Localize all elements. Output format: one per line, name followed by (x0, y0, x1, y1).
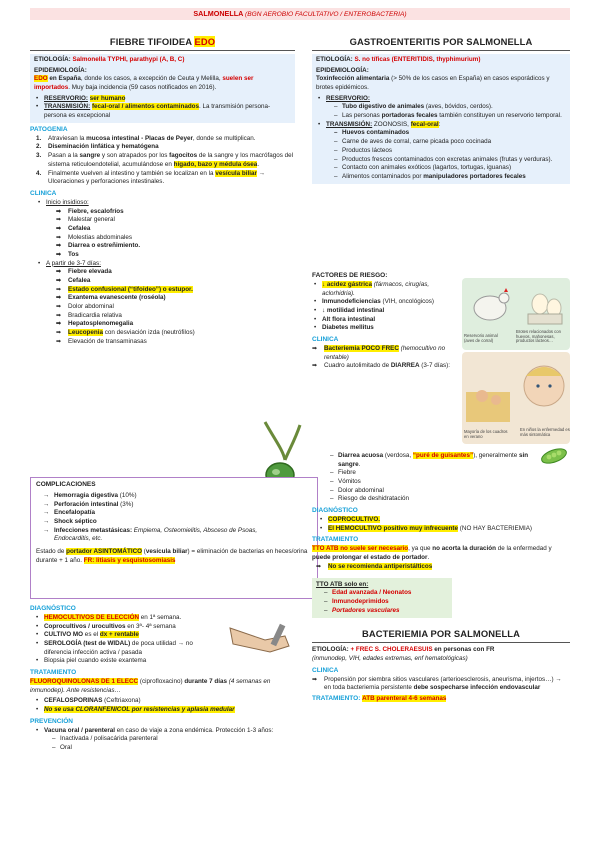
vaccine-type: – Inactivada / polisacárida parenteral (50, 735, 295, 744)
symptom: ➡ Bradicardia relativa (56, 312, 295, 321)
clinic-label: CLINICA (30, 189, 57, 197)
diagnosis-label: DIAGNÓSTICO (30, 605, 76, 612)
diarrhea-note: ➡ Cuadro autolimitado de DIARREA (3-7 días): (312, 362, 452, 371)
pathogenesis-3: 3. Pasan a la sangre y son atrapados por los fagocitos de la sangre y los macrófagos del sistema reticuloendotelial, acumulándose en hígado, bazo y médula ósea. (36, 152, 294, 168)
epidemiology-text: EDO en España, donde los casos, a excepción de Ceuta y Melilla, suelen ser importados. Muy baja incidencia (59 casos notificados en 2016). (34, 75, 254, 92)
symptom: ➡ Hepatosplenomegalia (56, 320, 295, 329)
pathogenesis-1: 1. Atraviesan la mucosa intestinal - Placas de Peyer, donde se multiplican. (36, 134, 256, 142)
symptom: ➡ Molestias abdominales (56, 234, 295, 243)
gastro-treat-label: TRATAMIENTO (312, 536, 359, 544)
risk-factor: • ↓ motilidad intestinal (312, 307, 452, 316)
indication: – Edad avanzada / Neonatos (322, 589, 448, 598)
gastro-diag-item: • El HEMOCULTIVO positivo muy infrecuente (NO HAY BACTERIEMIA) (318, 525, 570, 534)
gastro-etiology: ETIOLOGÍA: S. no tíficas (ENTERITIDIS, thyphimurium) (316, 55, 481, 63)
gastro-info-box (312, 54, 570, 184)
diag-item: • Biopsia piel cuando existe exantema (34, 657, 295, 666)
gastro-diag-item: • COPROCULTIVO. (318, 516, 570, 525)
gastro-treat-text: TTO ATB no suele ser necesario, ya que no acorta la duración de la enfermedad y puede prolongar el estado de portador. (312, 545, 552, 562)
caption: Reservorio animal (aves de corral) (464, 333, 498, 343)
vaccine-type: – Oral (50, 744, 295, 753)
complication: → Perforación intestinal (3%) (42, 501, 312, 510)
treatment-label: TRATAMIENTO (30, 669, 77, 677)
caption: Mayoría de los cuadros en verano (464, 429, 508, 439)
transmission-item: – Huevos contaminados (332, 129, 566, 138)
symptom: ➡ Fiebre elevada (56, 268, 295, 277)
diarrhea-feature: – Riesgo de deshidratación (328, 495, 570, 504)
gastro-header: GASTROENTERITIS POR SALMONELLA (312, 36, 570, 51)
reservoir-item: – Tubo digestivo de animales (aves, bóvidos, cerdos). (332, 103, 566, 112)
risk-and-clinic (312, 272, 452, 371)
bacteremia-note: ➡ Bacteriemia POCO FREC (hemocultivo no rentable) (312, 345, 452, 362)
gastro-reservoir: • RESERVORIO: – Tubo digestivo de animales (aves, bóvidos, cerdos). – Las personas portadoras fecales también constituyen un reservorio temporal. (316, 95, 566, 121)
diarrhea-feature: – Dolor abdominal (328, 487, 570, 496)
prevention-label: PREVENCIÓN (30, 717, 73, 725)
complication: → Infecciones metastásicas: Empiema, Osteomielitis, Absceso de Psoas, Endocarditis, etc. (42, 527, 274, 544)
caption: En niños la enfermedad es más sintomática (520, 427, 570, 437)
symptom: ➡ Cefalea (56, 225, 295, 234)
reservoir-item: – Las personas portadoras fecales también constituyen un reservorio temporal. (332, 112, 566, 121)
treatment-text: FLUOROQUINOLONAS DE 1 ELECC (ciprofloxacino) durante 7 días (4 semanas en inmunodep). Ante resistencias… (30, 678, 271, 694)
complication: → Shock séptico (42, 518, 312, 527)
antibiotic-only-label: TTO ATB solo en: (316, 580, 369, 588)
symptom: ➡ Diarrea o estreñimiento. (56, 242, 295, 251)
treat-item: • No se usa CLORANFENICOL por resistencias y aplasia medular (34, 706, 295, 715)
hand-illustration (225, 618, 295, 668)
gastro-epi-text: Toxinfección alimentaria (> 50% de los casos en España) en casos esporádicos y brotes epidémicos. (316, 75, 550, 92)
risk-factor: • Inmunodeficiencias (VIH, oncológicos) (312, 298, 452, 307)
reservoir-illustration (462, 278, 570, 350)
bacteremia-clinic: ➡ Propensión por siembra sitios vasculares (arterioesclerosis, aneurisma, injertos…) → en toda bacteriemia persistente debe sospecharse infección endovascular (312, 676, 570, 693)
gastro-clinic-label: CLINICA (312, 336, 339, 344)
bacteremia-risk-groups: (inmunodep, VIH, edades extremas, enf hematológicas) (312, 654, 468, 662)
gastro-treat-note: ➡ No se recomienda antiperistálticos (316, 563, 570, 572)
diarrhea-feature: – Diarrea acuosa (verdosa, “puré de guisantes”), generalmente sin sangre. (328, 452, 550, 469)
pathogenesis-2: 2. Diseminación linfática y hematógena (36, 143, 159, 151)
symptom: ➡ Leucopenia con desviación izda (neutrófilos) (56, 329, 295, 338)
clinic-onset: • Inicio insidioso: ➡ Fiebre, escalofríos ➡ Malestar general ➡ Cefalea ➡ Molestias abdominales ➡ Diarrea o estreñimiento. ➡ Tos (36, 199, 295, 260)
symptom: ➡ Dolor abdominal (56, 303, 295, 312)
typhoid-info-box (30, 54, 295, 123)
risk-factors-label: FACTORES DE RIESGO: (312, 272, 388, 279)
bacteremia-treatment: TRATAMIENTO: ATB parenteral 4-6 semanas (312, 694, 447, 702)
reservoir: • RESERVORIO: ser humano (34, 95, 291, 104)
page-title: SALMONELLA (BGN AEROBIO FACULTATIVO / ENTEROBACTERIA) (30, 8, 570, 20)
diarrhea-feature: – Fiebre (328, 469, 570, 478)
symptom: ➡ Tos (56, 251, 295, 260)
indication: – Portadores vasculares (322, 607, 448, 616)
right-column (312, 36, 570, 184)
bacteremia-etiology: ETIOLOGÍA: + FREC S. CHOLERAESUIS en personas con FR (312, 646, 495, 654)
complication: → Hemorragia digestiva (10%) (42, 492, 312, 501)
pathogenesis-4: 4. Finalmente vuelven al intestino y también se localizan en la vesícula biliar → Ulceraciones y perforaciones intestinales. (36, 169, 266, 186)
transmission-item: – Carne de aves de corral, carne picada poco cocinada (332, 138, 566, 147)
indication: – Inmunodeprimidos (322, 598, 448, 607)
caption: Brotes relacionados con huevos, mahonesas, productos lácteos… (516, 329, 561, 344)
transmission: • TRANSMISIÓN: fecal-oral / alimentos contaminados. La transmisión persona-persona es excepcional (34, 103, 291, 120)
symptom: ➡ Exantema evanescente (roséola) (56, 294, 295, 303)
transmission-item: – Alimentos contaminados por manipuladores portadores fecales (332, 173, 566, 182)
symptom: ➡ Cefalea (56, 277, 295, 286)
etiology: ETIOLOGÍA: Salmonella TYPHI, parathypi (A, B, C) (34, 55, 185, 63)
children-illustration (462, 352, 570, 444)
risk-factor: • Diabetes mellitus (312, 324, 452, 333)
clinic-later: • A partir de 3-7 días: ➡ Fiebre elevada ➡ Cefalea ➡ Estado confusional (“tifoideo”) o estupor. ➡ Exantema evanescente (roséola) ➡ Dolor abdominal ➡ Bradicardia relativa ➡ Hepatosplenomegalia ➡ Leucopenia con desviación izda (neutrófilos) ➡ Elevación de transaminasas (36, 260, 295, 347)
epidemiology-label: EPIDEMIOLOGÍA: (34, 66, 87, 74)
symptom: ➡ Fiebre, escalofríos (56, 208, 295, 217)
antibiotic-indications-box (312, 578, 452, 619)
bacteremia-header: BACTERIEMIA POR SALMONELLA (312, 628, 570, 643)
symptom: ➡ Estado confusional (“tifoideo”) o estupor. (56, 286, 295, 295)
transmission-item: – Productos lácteos (332, 147, 566, 156)
risk-factor: • ↓ acidez gástrica (fármacos, cirugías, aclorhidria). (312, 281, 452, 298)
risk-factor: • Alt flora intestinal (312, 316, 452, 325)
pathogenesis-label: PATOGENIA (30, 125, 68, 133)
transmission-item: – Contacto con animales exóticos (lagartos, tortugas, iguanas) (332, 164, 566, 173)
complications-label: COMPLICACIONES (36, 481, 96, 488)
symptom: ➡ Malestar general (56, 216, 295, 225)
complication: → Encefalopatía (42, 509, 312, 518)
gastro-epi-label: EPIDEMIOLOGÍA: (316, 66, 369, 74)
bacteremia-clinic-label: CLINICA (312, 666, 339, 674)
gastro-diag-label: DIAGNÓSTICO (312, 507, 358, 515)
symptom: ➡ Elevación de transaminasas (56, 338, 295, 347)
diarrhea-feature: – Vómitos (328, 478, 570, 487)
complications-box (30, 477, 318, 599)
prevention-item: • Vacuna oral / parenteral en caso de viaje a zona endémica. Protección 1-3 años: – Inactivada / polisacárida parenteral – Oral (34, 727, 295, 753)
diag-item: • HEMOCULTIVOS DE ELECCIÓN en 1ª semana. (34, 614, 295, 623)
diag-item: • CULTIVO MO es el dx + rentable (34, 631, 295, 640)
transmission-item: – Productos frescos contaminados con excretas animales (frutas y verduras). (332, 156, 566, 165)
diag-item: • SEROLOGÍA (test de WIDAL) de poca utilidad → no diferencia infección activa / pasada (34, 640, 219, 657)
gastro-transmission: • TRANSMISIÓN: ZOONOSIS, fecal-oral: – Huevos contaminados – Carne de aves de corral, carne picada poco cocinada – Productos lácteos – Productos frescos contaminados con excretas animales (frutas y verduras). – Contacto con animales exóticos (lagartos, tortugas, iguanas) – Alimentos contaminados por manipuladores portadores fecales (316, 121, 566, 182)
left-column (30, 36, 295, 347)
diag-item: • Coprocultivos / urocultivos en 3ª- 4ª semana (34, 623, 295, 632)
typhoid-header: FIEBRE TIFOIDEA EDO (30, 36, 295, 51)
treat-item: • CEFALOSPORINAS (Ceftriaxona) (34, 697, 295, 706)
carrier-state: Estado de portador ASINTOMÁTICO (vesícula biliar) = eliminación de bacterias en heces/orina durante + 1 año. FR: litiasis y esquistosomiasis (36, 548, 308, 564)
right-lower (312, 452, 570, 704)
